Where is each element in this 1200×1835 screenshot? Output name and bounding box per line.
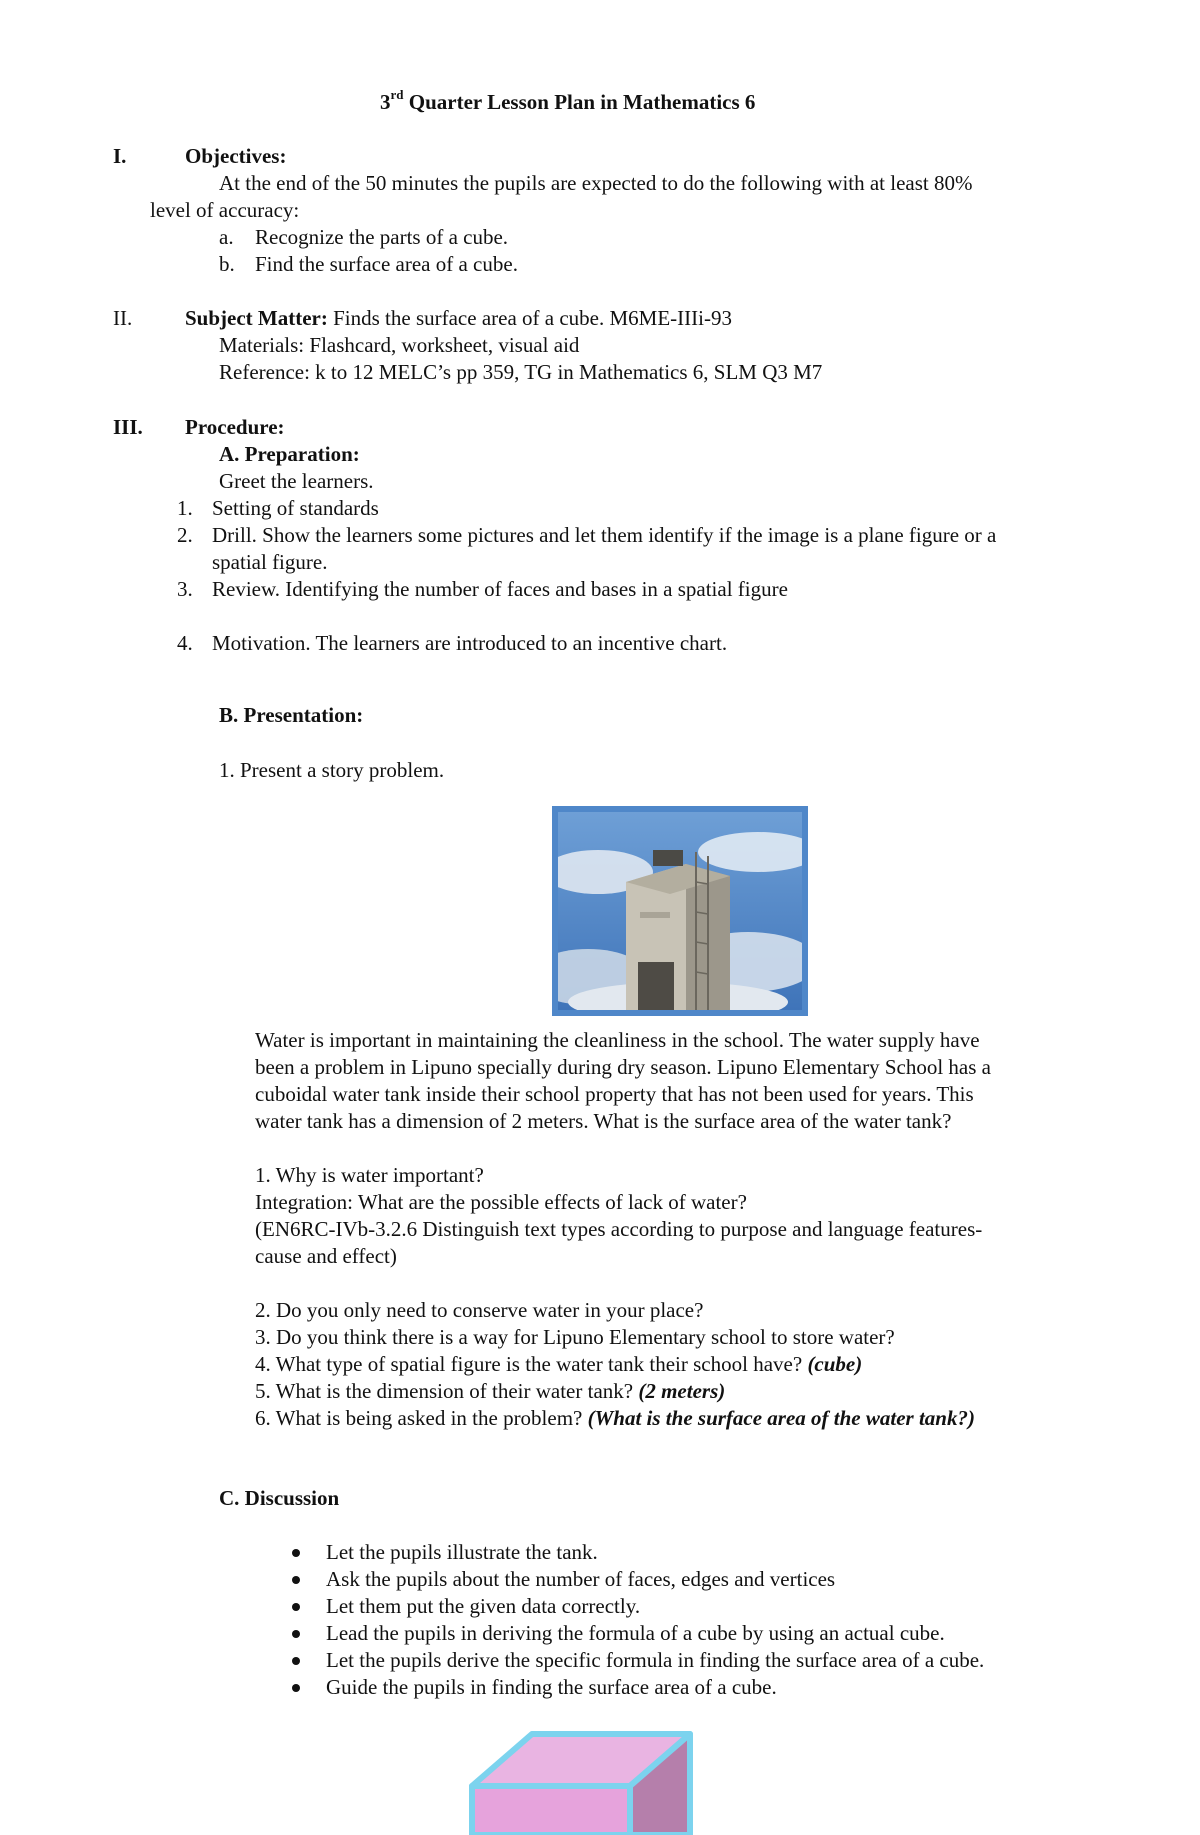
objective-marker-b: b.: [219, 252, 235, 276]
page-title: 3rd Quarter Lesson Plan in Mathematics 6: [380, 87, 756, 114]
greet-line: Greet the learners.: [219, 469, 374, 493]
answer-dimension: (2 meters): [638, 1379, 726, 1403]
bullet-icon: [292, 1549, 300, 1557]
objectives-heading: Objectives:: [185, 144, 287, 168]
answer-asked: (What is the surface area of the water tank?): [587, 1406, 975, 1430]
discussion-item: Let them put the given data correctly.: [326, 1594, 641, 1618]
section-number-3: III.: [113, 415, 143, 439]
story-line: Water is important in maintaining the cleanliness in the school. The water supply have: [255, 1028, 980, 1052]
objective-b: Find the surface area of a cube.: [255, 252, 518, 276]
step-number: 4.: [177, 631, 193, 655]
question-line: 2. Do you only need to conserve water in your place?: [255, 1298, 704, 1322]
step-number: 3.: [177, 577, 193, 601]
bullet-icon: [292, 1576, 300, 1584]
reference-line: Reference: k to 12 MELC’s pp 359, TG in Mathematics 6, SLM Q3 M7: [219, 360, 823, 384]
step-text: Drill. Show the learners some pictures and let them identify if the image is a plane figure or a: [212, 523, 997, 547]
question-line: 6. What is being asked in the problem? (What is the surface area of the water tank?): [255, 1406, 975, 1430]
question-line: 3. Do you think there is a way for Lipuno Elementary school to store water?: [255, 1325, 895, 1349]
bullet-icon: [292, 1684, 300, 1692]
bullet-icon: [292, 1603, 300, 1611]
question-line: 1. Why is water important?: [255, 1163, 484, 1187]
procedure-heading: Procedure:: [185, 415, 285, 439]
story-line: water tank has a dimension of 2 meters. What is the surface area of the water tank?: [255, 1109, 952, 1133]
discussion-item: Let the pupils derive the specific formula in finding the surface area of a cube.: [326, 1648, 985, 1672]
question-line: cause and effect): [255, 1244, 397, 1268]
presentation-step-1: 1. Present a story problem.: [219, 758, 445, 782]
section-number-1: I.: [113, 144, 127, 168]
presentation-heading: B. Presentation:: [219, 703, 364, 727]
question-line: 5. What is the dimension of their water tank? (2 meters): [255, 1379, 726, 1403]
water-tower-image: [558, 812, 802, 1010]
objective-a: Recognize the parts of a cube.: [255, 225, 509, 249]
step-text: Review. Identifying the number of faces and bases in a spatial figure: [212, 577, 788, 601]
answer-cube: (cube): [807, 1352, 863, 1376]
discussion-heading: C. Discussion: [219, 1486, 340, 1510]
preparation-heading: A. Preparation:: [219, 442, 360, 466]
section-number-2: II.: [113, 306, 133, 330]
discussion-item: Let the pupils illustrate the tank.: [326, 1540, 598, 1564]
subject-matter-line: Subject Matter: Finds the surface area of a cube. M6ME-IIIi-93: [185, 306, 732, 330]
step-number: 1.: [177, 496, 193, 520]
discussion-item: Lead the pupils in deriving the formula of a cube by using an actual cube.: [326, 1621, 945, 1645]
water-tank-photo: [552, 806, 808, 1016]
question-line: Integration: What are the possible effects of lack of water?: [255, 1190, 747, 1214]
objectives-intro-cont: level of accuracy:: [150, 198, 300, 222]
objective-marker-a: a.: [219, 225, 234, 249]
discussion-item: Guide the pupils in finding the surface area of a cube.: [326, 1675, 777, 1699]
story-line: cuboidal water tank inside their school property that has not been used for years. This: [255, 1082, 974, 1106]
bullet-icon: [292, 1630, 300, 1638]
discussion-item: Ask the pupils about the number of faces, edges and vertices: [326, 1567, 836, 1591]
question-line: (EN6RC-IVb-3.2.6 Distinguish text types according to purpose and language features-: [255, 1217, 983, 1241]
cube-illustration: [466, 1730, 696, 1835]
objectives-intro: At the end of the 50 minutes the pupils are expected to do the following with at least 80%: [219, 171, 973, 195]
story-line: been a problem in Lipuno specially during dry season. Lipuno Elementary School has a: [255, 1055, 991, 1079]
question-line: 4. What type of spatial figure is the water tank their school have? (cube): [255, 1352, 863, 1376]
bullet-icon: [292, 1657, 300, 1665]
materials-line: Materials: Flashcard, worksheet, visual aid: [219, 333, 580, 357]
step-text: Setting of standards: [212, 496, 379, 520]
step-text-cont: spatial figure.: [212, 550, 328, 574]
step-number: 2.: [177, 523, 193, 547]
step-text: Motivation. The learners are introduced to an incentive chart.: [212, 631, 728, 655]
